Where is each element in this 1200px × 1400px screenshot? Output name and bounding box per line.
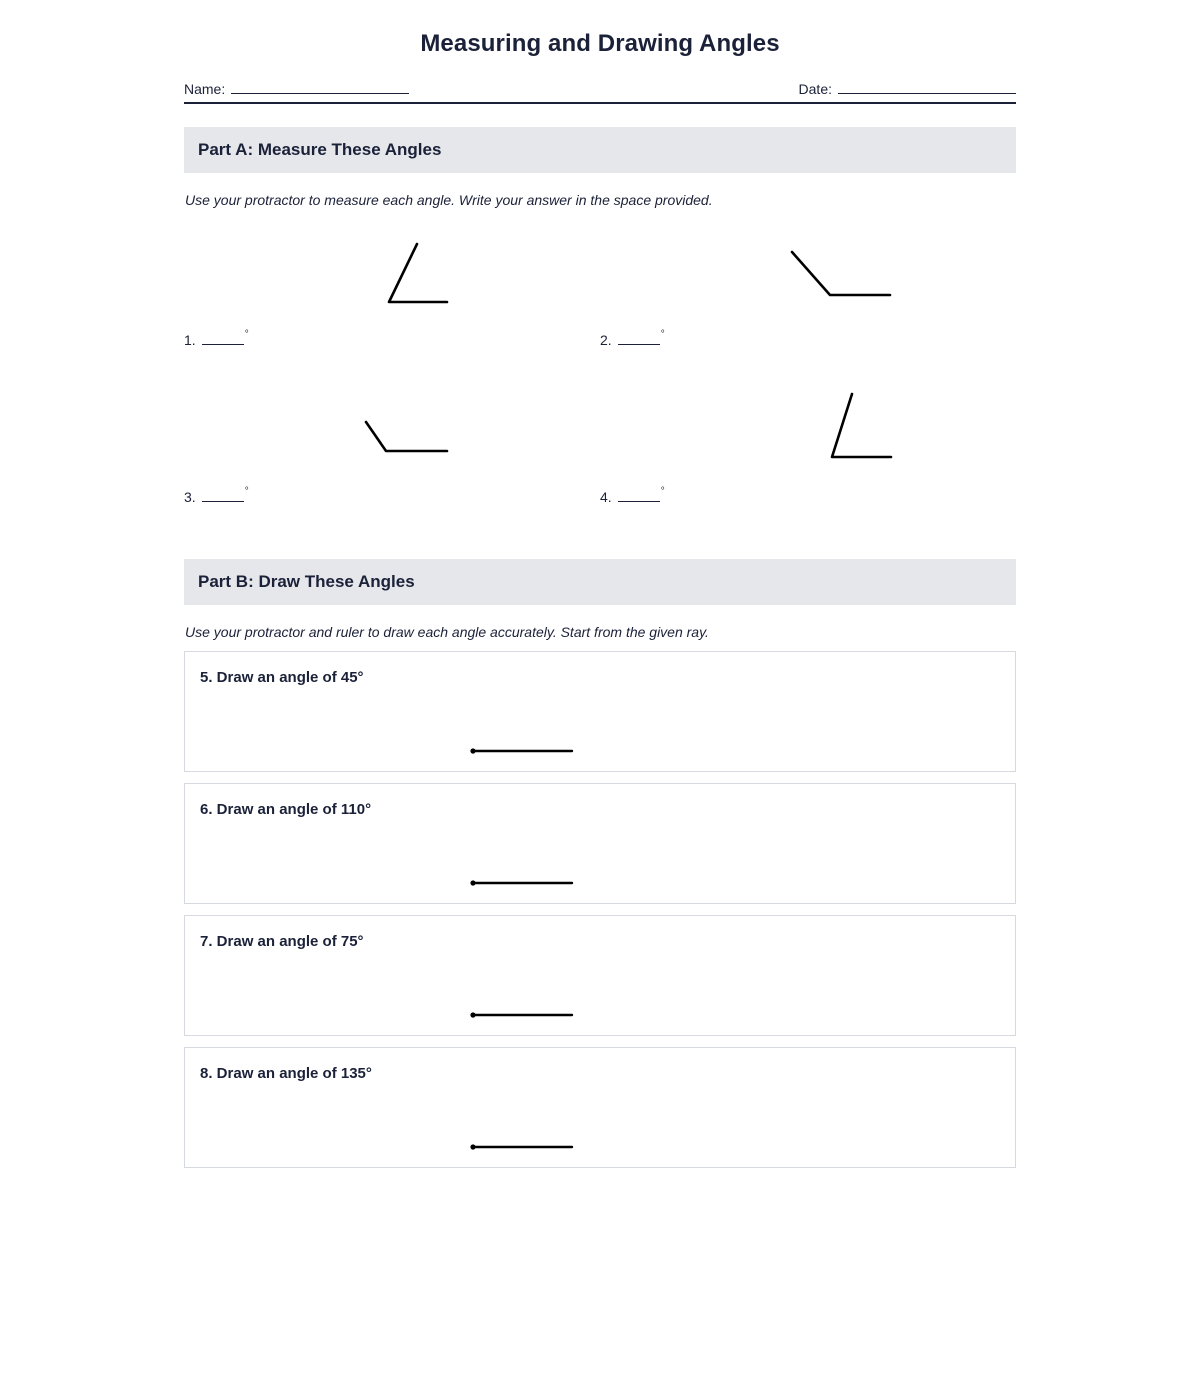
angle-drawing-4-icon <box>600 379 1020 489</box>
draw-problem-title-8: 8. Draw an angle of 135° <box>200 1065 372 1082</box>
answer-blank-2[interactable] <box>618 332 660 345</box>
given-ray-8 <box>470 1141 580 1153</box>
angle-problem-1 <box>184 222 600 379</box>
given-ray-icon <box>470 1141 580 1153</box>
page-title: Measuring and Drawing Angles <box>420 30 780 57</box>
given-ray-icon <box>470 1009 580 1021</box>
degree-symbol-3: ° <box>244 486 249 497</box>
answer-line-1 <box>184 329 600 348</box>
draw-problem-7[interactable] <box>184 915 1016 1036</box>
date-input-blank[interactable] <box>838 81 1016 94</box>
angle-drawing-3-icon <box>184 379 604 489</box>
draw-problem-6[interactable] <box>184 783 1016 904</box>
angle-problem-3 <box>184 379 600 536</box>
angle-problem-4 <box>600 379 1016 536</box>
answer-line-3 <box>184 486 600 505</box>
answer-line-4 <box>600 486 1016 505</box>
draw-problem-title-7: 7. Draw an angle of 75° <box>200 933 364 950</box>
angle-drawing-2-icon <box>600 222 1020 332</box>
part-a-banner: Part A: Measure These Angles <box>184 127 1016 173</box>
given-ray-icon <box>470 745 580 757</box>
answer-blank-4[interactable] <box>618 489 660 502</box>
part-b-instructions: Use your protractor and ruler to draw each angle accurately. Start from the given ray. <box>185 624 709 640</box>
draw-problem-8[interactable] <box>184 1047 1016 1168</box>
angle-figure-3 <box>184 379 600 489</box>
part-b-banner: Part B: Draw These Angles <box>184 559 1016 605</box>
angle-row <box>184 222 1016 379</box>
degree-symbol-4: ° <box>660 486 665 497</box>
given-ray-6 <box>470 877 580 889</box>
name-date-row <box>184 81 1016 97</box>
name-input-blank[interactable] <box>231 81 409 94</box>
header-divider <box>184 102 1016 104</box>
problem-number-2: 2. <box>600 332 612 348</box>
angle-figure-4 <box>600 379 1016 489</box>
degree-symbol-2: ° <box>660 329 665 340</box>
name-label: Name: <box>184 81 226 97</box>
answer-blank-3[interactable] <box>202 489 244 502</box>
angle-figure-1 <box>184 222 600 332</box>
date-field-group <box>799 81 1016 97</box>
answer-blank-1[interactable] <box>202 332 244 345</box>
part-a-angle-grid <box>184 222 1016 536</box>
answer-line-2 <box>600 329 1016 348</box>
draw-problem-title-5: 5. Draw an angle of 45° <box>200 669 364 686</box>
angle-drawing-1-icon <box>184 222 604 332</box>
given-ray-icon <box>470 877 580 889</box>
problem-number-4: 4. <box>600 489 612 505</box>
part-a-instructions: Use your protractor to measure each angle. Write your answer in the space provided. <box>185 192 713 208</box>
given-ray-7 <box>470 1009 580 1021</box>
degree-symbol-1: ° <box>244 329 249 340</box>
problem-number-1: 1. <box>184 332 196 348</box>
draw-problem-5[interactable] <box>184 651 1016 772</box>
given-ray-5 <box>470 745 580 757</box>
problem-number-3: 3. <box>184 489 196 505</box>
angle-row <box>184 379 1016 536</box>
name-field-group <box>184 81 409 97</box>
angle-figure-2 <box>600 222 1016 332</box>
draw-problem-title-6: 6. Draw an angle of 110° <box>200 801 372 818</box>
date-label: Date: <box>798 81 832 97</box>
angle-problem-2 <box>600 222 1016 379</box>
